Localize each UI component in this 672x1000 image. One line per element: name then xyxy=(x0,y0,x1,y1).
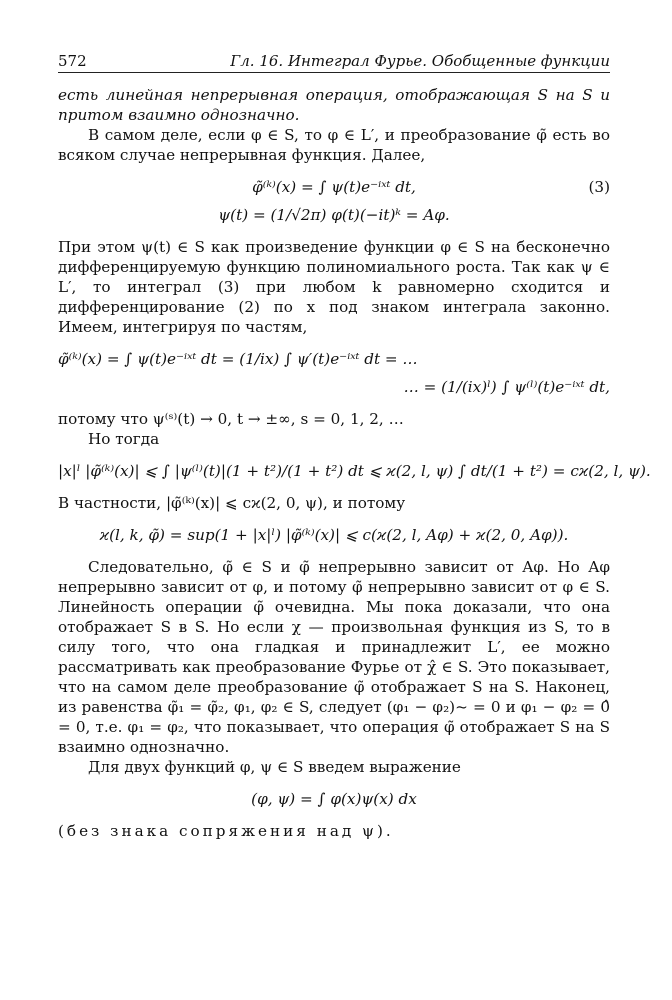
paragraph-two-functions: Для двух функций φ, ψ ∈ S введем выражение xyxy=(88,758,461,776)
running-title: Гл. 16. Интеграл Фурье. Обобщенные функции xyxy=(230,52,610,70)
equation-estimate: |x|ˡ |φ̃⁽ᵏ⁾(x)| ⩽ ∫ |ψ⁽ˡ⁾(t)|(1 + t²)/(1 + t²) dt ⩽ ϰ(2, l, ψ) ∫ dt/(1 + t²) = cϰ(2, l, ψ). xyxy=(58,462,651,480)
paragraph-consequently: Следовательно, φ̃ ∈ S и φ̃ непрерывно зависит от Aφ. Но Aφ непрерывно зависит от φ, и потому φ̃ непрерывно зависит от φ ∈ S. Линейность операции φ̃ очевидна. Мы пока доказали, что она отображает S в S. Но если χ — произвольная функция из S, то в силу того, что она гладкая и принадлежит L′, ее можно рассматривать как преобразование Фурье от χ̂ ∈ S. Это показывает, что на самом деле преобразование φ̃ отображает S на S. Наконец, из равенства φ̃₁ = φ̃₂, φ₁, φ₂ ∈ S, следует (φ₁ − φ₂)~ = 0 и φ₁ − φ₂ = 0̂ = 0, т.е. φ₁ = φ₂, что показывает, что операция φ̃ отображает S на S взаимно однозначно. xyxy=(58,558,610,756)
equation-pairing: (φ, ψ) = ∫ φ(x)ψ(x) dx xyxy=(251,790,417,808)
paragraph-no-conjugate: (без знака сопряжения над ψ). xyxy=(58,822,394,840)
paragraph-proof-start: В самом деле, если φ ∈ S, то φ ∈ L′, и преобразование φ̃ есть во всяком случае непрерывная функция. Далее, xyxy=(58,126,610,164)
equation-3b: ψ(t) = (1/√2π) φ(t)(−it)ᵏ = Aφ. xyxy=(218,206,450,224)
paragraph-in-particular: В частности, |φ̃⁽ᵏ⁾(x)| ⩽ cϰ(2, 0, ψ), и потому xyxy=(58,494,406,512)
equation-3a xyxy=(58,177,610,197)
equation-parts-b: … = (1/(ix)ˡ) ∫ ψ⁽ˡ⁾(t)e⁻ⁱˣᵗ dt, xyxy=(403,378,610,396)
page-header xyxy=(58,50,610,73)
theorem-continuation: есть линейная непрерывная операция, отображающая S на S и притом взаимно однозначно. xyxy=(58,86,610,124)
page-number: 572 xyxy=(58,52,87,70)
paragraph-psi-in-s: При этом ψ(t) ∈ S как произведение функции φ ∈ S на бесконечно дифференцируемую функцию полиномиального роста. Так как ψ ∈ L′, то интеграл (3) при любом k равномерно сходится и дифференцирование (2) по x под знаком интеграла законно. Имеем, интегрируя по частям, xyxy=(58,238,610,336)
paragraph-then: Но тогда xyxy=(88,430,160,448)
book-page xyxy=(58,50,651,841)
equation-seminorm: ϰ(l, k, φ̃) = sup(1 + |x|ˡ) |φ̃⁽ᵏ⁾(x)| ⩽ c(ϰ(2, l, Aφ) + ϰ(2, 0, Aφ)). xyxy=(99,526,569,544)
equation-parts-a: φ̃⁽ᵏ⁾(x) = ∫ ψ(t)e⁻ⁱˣᵗ dt = (1/ix) ∫ ψ′(t)e⁻ⁱˣᵗ dt = … xyxy=(58,350,418,368)
paragraph-because: потому что ψ⁽ˢ⁾(t) → 0, t → ±∞, s = 0, 1, 2, … xyxy=(58,410,404,428)
equation-3a-text: φ̃⁽ᵏ⁾(x) = ∫ ψ(t)e⁻ⁱˣᵗ dt, xyxy=(252,178,416,196)
equation-number-3: (3) xyxy=(588,178,610,196)
page-body xyxy=(58,85,651,841)
